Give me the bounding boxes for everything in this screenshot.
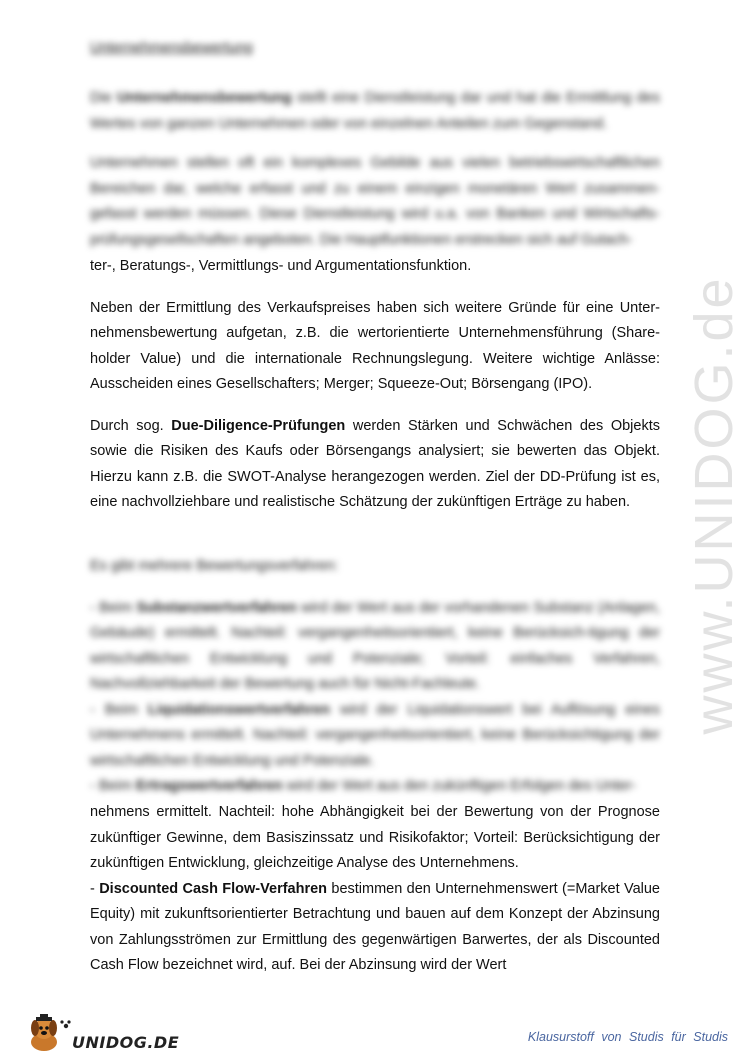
methods-intro: Es gibt mehrere Bewertungsverfahren: bbox=[90, 558, 339, 574]
blurred-intro-section bbox=[90, 86, 660, 253]
logo-wordmark: UNIDOG.DE bbox=[72, 1033, 180, 1052]
method-dcf: - Discounted Cash Flow-Verfahren bestimmen den Unternehmenswert (=Market Value Equity) mit zukunftsorientierter Betrachtung und bauen auf dem Konzept der Abzinsung von Zahlungsströmen zur Ermittlung des gegenwärtigen Barwertes, der als Discounted Cash Flow bezeichnet wird, auf. Bei der Abzinsung wird der Wert bbox=[90, 880, 660, 973]
footer-tagline: Klausurstoff von Studis für Studis bbox=[527, 1030, 728, 1044]
unidog-logo[interactable] bbox=[22, 1014, 180, 1054]
paragraph-reasons: Neben der Ermittlung des Verkaufspreises haben sich weitere Gründe für eine Unter-nehmensbewertung aufgetan, z.B. die wertorientierte Unternehmensführung (Share-holder Value) und die internationale Rechnungslegung. Weitere wichtige Anlässe: Ausscheiden eines Gesellschafters; Merger; Squeeze-Out; Börsengang (IPO). bbox=[90, 299, 660, 392]
paragraph-complexity: Unternehmen stellen oft ein komplexes Gebilde aus vielen betriebswirtschaftlichen Bereichen dar, welche erfasst und zu einem einzigen monetären Wert zusammen-gefasst werden müssen. Diese Dienstleistung wird u.a. von Banken und Wirtschafts-prüfungsgesellschaften angeboten. Die Hauptfunktionen erstrecken sich auf Gutach- bbox=[90, 155, 660, 248]
blurred-methods-section bbox=[90, 554, 660, 800]
method-ertragswert-tail: nehmens ermittelt. Nachteil: hohe Abhängigkeit bei der Bewertung von der Prognose zukünftiger Gewinne, dem Basiszinssatz und Risikofaktor; Vorteil: Berücksichtigung der zukünftigen Entwicklung, gleichzeitige Analyse des Unternehmens. bbox=[90, 804, 660, 871]
paragraph-intro: Die Unternehmensbewertung stellt eine Dienstleistung dar und hat die Ermittlung des Wertes von ganzen Unternehmen oder von einzelnen Anteilen zum Gegenstand. bbox=[90, 90, 660, 132]
dog-mascot-icon bbox=[22, 1014, 72, 1054]
clear-bottom-section bbox=[90, 800, 660, 979]
method-ertragswert-start: - Beim Ertragswertverfahren wird der Wert aus den zukünftigen Erfolgen des Unter- bbox=[90, 778, 637, 794]
clear-middle-section bbox=[90, 254, 660, 516]
paragraph-functions-tail: ter-, Beratungs-, Vermittlungs- und Argumentationsfunktion. bbox=[90, 258, 472, 274]
method-liquidationswert: - Beim Liquidationswertverfahren wird der Liquidationswert bei Auflösung eines Unternehmens ermittelt. Nachteil: vergangenheitsorientiert, keine Berücksichtigung der wirtschaftlichen Entwicklung und Potenziale. bbox=[90, 701, 660, 769]
unidog-watermark: www.UNIDOG.de bbox=[684, 275, 744, 735]
document-heading: Unternehmensbewertung bbox=[90, 40, 253, 56]
paragraph-due-diligence: Durch sog. Due-Diligence-Prüfungen werden Stärken und Schwächen des Objekts sowie die Risiken des Kaufs oder Börsengangs analysiert; sie bewerten das Objekt. Hierzu kann z.B. die SWOT-Analyse herangezogen werden. Ziel der DD-Prüfung ist es, eine nachvollziehbare und realistische Schätzung der zukünftigen Erträge zu haben. bbox=[90, 417, 660, 510]
method-substanzwert: - Beim Substanzwertverfahren wird der Wert aus der vorhandenen Substanz (Anlagen, Gebäude) ermittelt. Nachteil: vergangenheitsorientiert, keine Berücksich-tigung der wirtschaftlichen Entwicklung und Potenziale; Vorteil: einfaches Verfahren, Nachvollziehbarkeit der Bewertung auch für Nicht-Fachleute. bbox=[90, 599, 661, 692]
